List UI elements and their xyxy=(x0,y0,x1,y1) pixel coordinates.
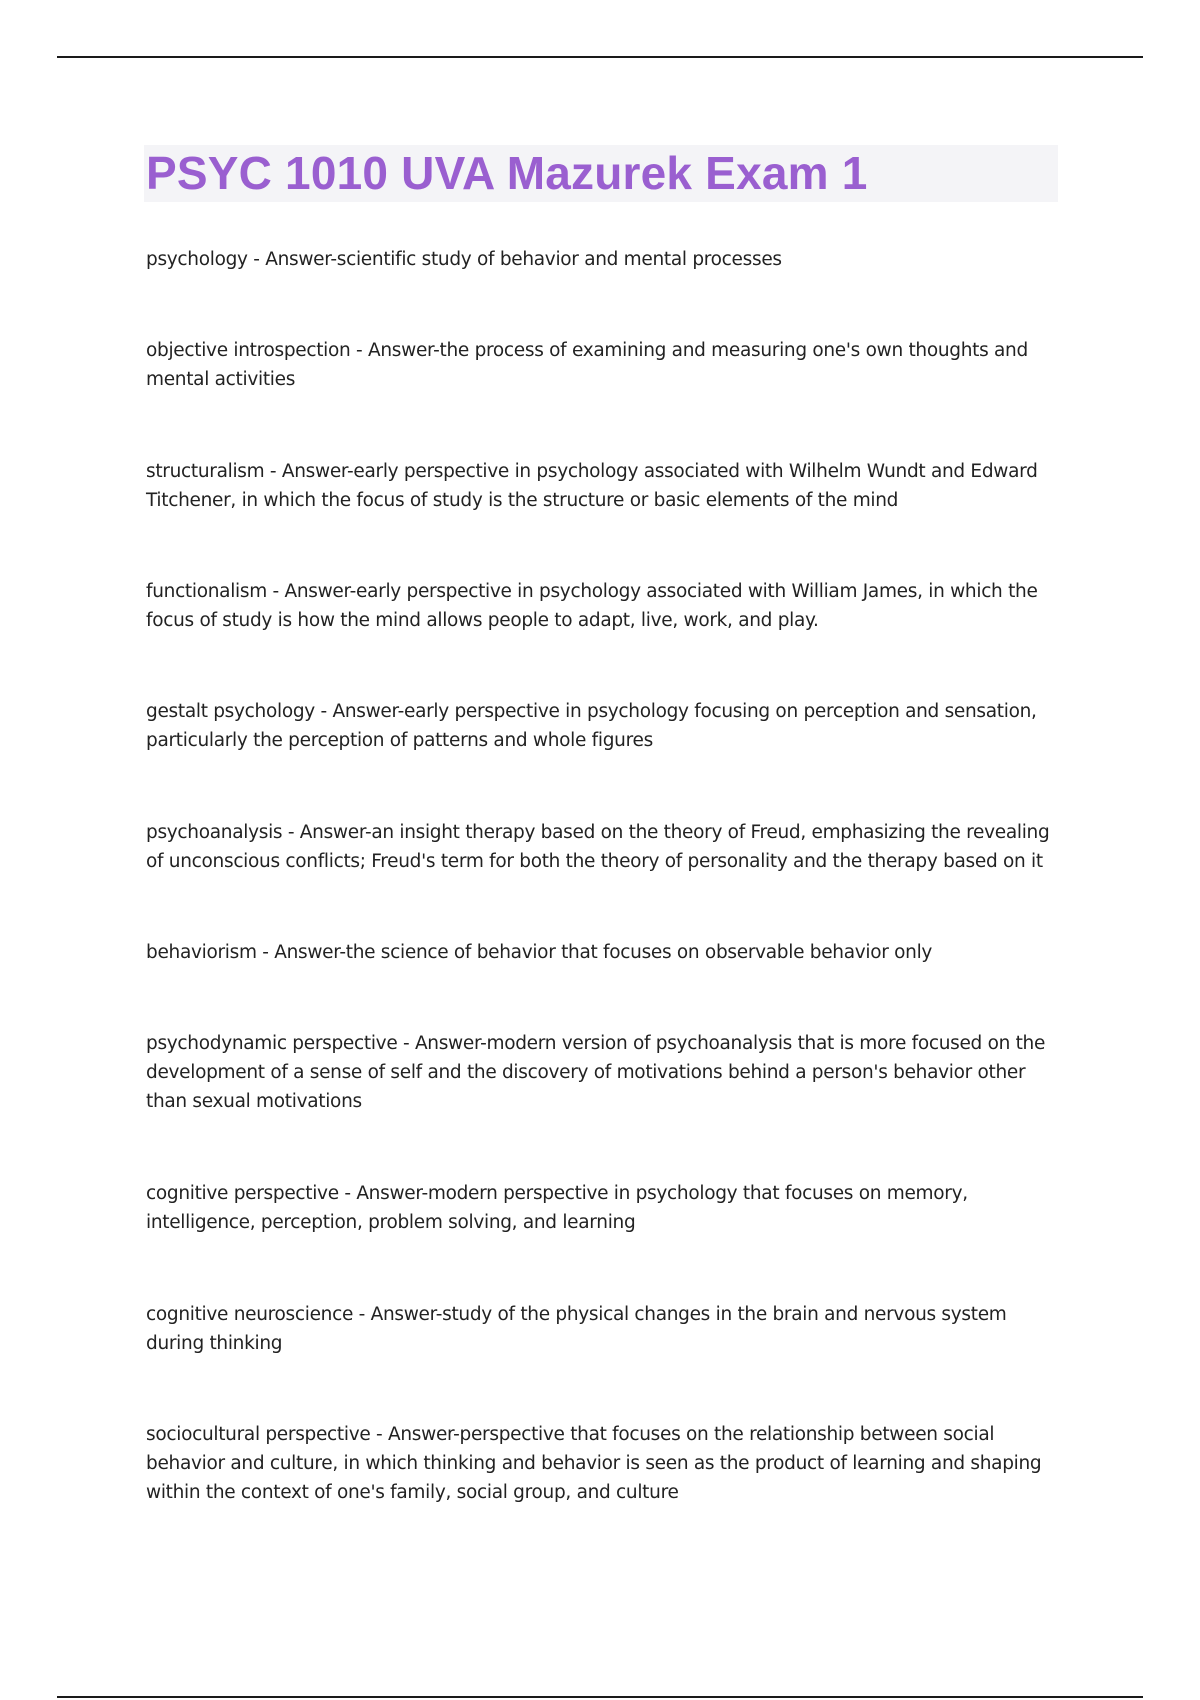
entry-behaviorism: behaviorism - Answer-the science of behavior that focuses on observable behavior only xyxy=(146,942,933,963)
top-divider xyxy=(57,56,1143,58)
entry-psychoanalysis: psychoanalysis - Answer-an insight therapy based on the theory of Freud, emphasizing the revealing of unconscious conflicts; Freud's term for both the theory of personality and the therapy based on it xyxy=(146,822,1050,872)
entry-psychodynamic-perspective: psychodynamic perspective - Answer-modern version of psychoanalysis that is more focused on the development of a sense of self and the discovery of motivations behind a person's behavior other than sexual motivations xyxy=(146,1033,1046,1112)
entry-sociocultural-perspective: sociocultural perspective - Answer-perspective that focuses on the relationship between social behavior and culture, in which thinking and behavior is seen as the product of learning and shaping within the context of one's family, social group, and culture xyxy=(146,1424,1042,1503)
entry-gestalt-psychology: gestalt psychology - Answer-early perspective in psychology focusing on perception and sensation, particularly the perception of patterns and whole figures xyxy=(146,701,1037,751)
bottom-divider xyxy=(57,1696,1143,1698)
title-banner xyxy=(144,145,1058,202)
entry-structuralism: structuralism - Answer-early perspective in psychology associated with Wilhelm Wundt and Edward Titchener, in which the focus of study is the structure or basic elements of the mind xyxy=(146,461,1038,511)
entry-objective-introspection: objective introspection - Answer-the process of examining and measuring one's own thoughts and mental activities xyxy=(146,340,1028,390)
entry-functionalism: functionalism - Answer-early perspective in psychology associated with William James, in which the focus of study is how the mind allows people to adapt, live, work, and play. xyxy=(146,581,1038,631)
entry-cognitive-perspective: cognitive perspective - Answer-modern perspective in psychology that focuses on memory, intelligence, perception, problem solving, and learning xyxy=(146,1183,968,1233)
entry-cognitive-neuroscience: cognitive neuroscience - Answer-study of the physical changes in the brain and nervous system during thinking xyxy=(146,1304,1007,1354)
entry-psychology: psychology - Answer-scientific study of behavior and mental processes xyxy=(146,249,782,270)
page-title: PSYC 1010 UVA Mazurek Exam 1 xyxy=(146,147,868,199)
